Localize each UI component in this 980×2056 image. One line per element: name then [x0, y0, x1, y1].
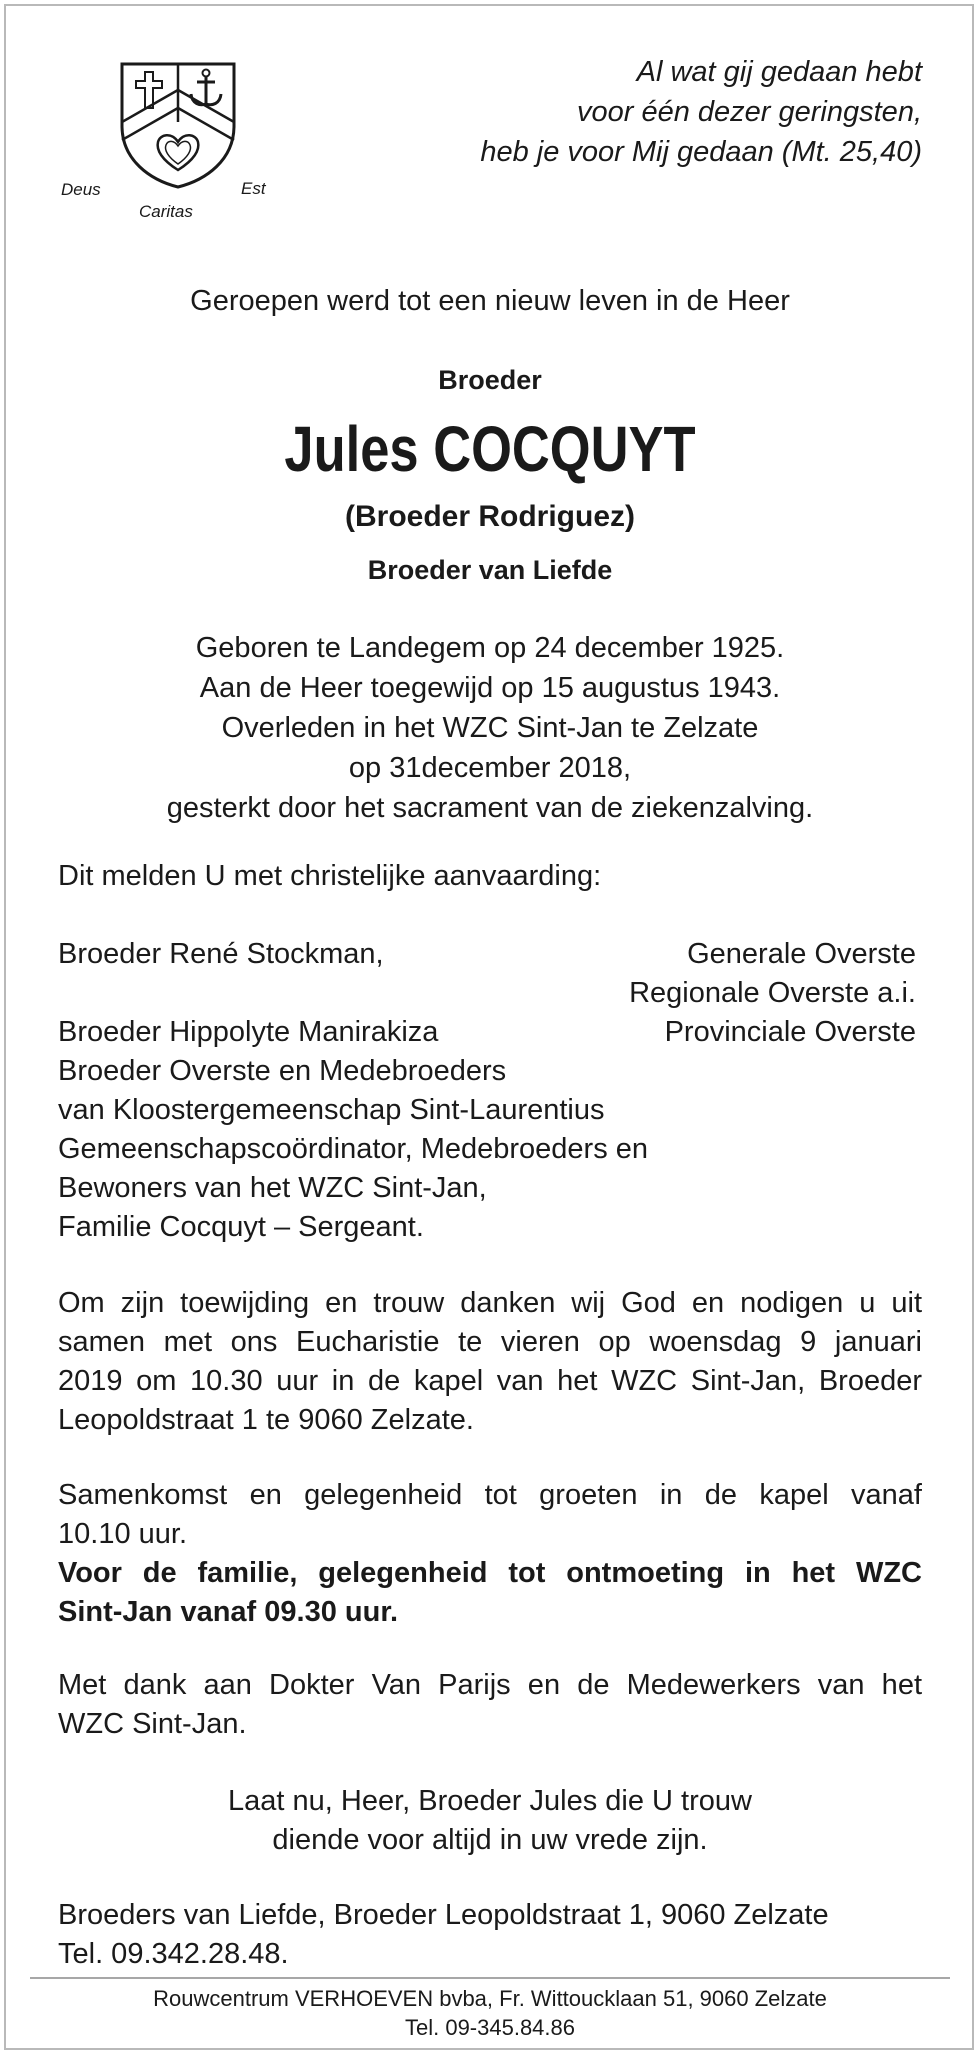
gathering-info	[58, 1476, 922, 1632]
quote-line: voor één dezer geringsten,	[577, 96, 922, 128]
gathering-line: Samenkomst en gelegenheid tot groeten in de kapel vanaf	[58, 1479, 922, 1511]
service-line: Leopoldstraat 1 te 9060 Zelzate.	[58, 1404, 474, 1436]
mourner-line: Gemeenschapscoördinator, Medebroeders en	[58, 1133, 649, 1165]
service-line: 2019 om 10.30 uur in de kapel van het WZC Sint-Jan, Broeder	[58, 1365, 922, 1397]
mourner-name: Broeder Hippolyte Manirakiza	[58, 1016, 439, 1048]
contact-address	[58, 1896, 922, 1974]
life-line: gesterkt door het sacrament van de ziekenzalving.	[166, 792, 814, 824]
closing-prayer	[0, 1782, 980, 1860]
address-line: Broeders van Liefde, Broeder Leopoldstraat 1, 9060 Zelzate	[58, 1899, 829, 1931]
gathering-line: 10.10 uur.	[58, 1518, 187, 1550]
quote-line: Al wat gij gedaan hebt	[636, 56, 922, 88]
title-prefix: Broeder	[438, 365, 542, 395]
quote-line: heb je voor Mij gedaan (Mt. 25,40)	[480, 136, 922, 168]
motto-left: Deus	[61, 180, 101, 199]
announcement: Geroepen werd tot een nieuw leven in de Heer	[190, 285, 790, 317]
prayer-line: Laat nu, Heer, Broeder Jules die U trouw	[228, 1785, 752, 1817]
mourner-line: Broeder Overste en Medebroeders	[58, 1055, 507, 1087]
family-line: Voor de familie, gelegenheid tot ontmoeting in het WZC	[58, 1557, 922, 1589]
thanks	[58, 1666, 922, 1744]
mourners	[58, 935, 922, 1247]
crest	[58, 55, 266, 230]
mourner-name: Broeder René Stockman,	[58, 938, 384, 970]
footer-line: Rouwcentrum VERHOEVEN bvba, Fr. Wittoucklaan 51, 9060 Zelzate	[153, 1986, 827, 2011]
motto-bottom: Caritas	[139, 202, 193, 221]
life-line: Overleden in het WZC Sint-Jan te Zelzate	[221, 712, 759, 744]
mourner-line: van Kloostergemeenschap Sint-Laurentius	[58, 1094, 605, 1126]
family-line: Sint-Jan vanaf 09.30 uur.	[58, 1596, 399, 1628]
life-line: Aan de Heer toegewijd op 15 augustus 1943.	[199, 672, 781, 704]
mourner-line: Bewoners van het WZC Sint-Jan,	[58, 1172, 487, 1204]
service-line: Om zijn toewijding en trouw danken wij God en nodigen u uit	[58, 1287, 922, 1319]
funeral-home-footer	[0, 1984, 980, 2042]
mourner-role: Regionale Overste a.i.	[629, 977, 916, 1009]
life-details	[0, 628, 980, 828]
service-line: samen met ons Eucharistie te vieren op woensdag 9 januari	[58, 1326, 922, 1358]
deceased-name: Jules COCQUYT	[284, 413, 696, 485]
coat-of-arms-icon	[118, 60, 238, 190]
congregation: Broeder van Liefde	[367, 555, 613, 585]
service-info	[58, 1284, 922, 1440]
mourner-role: Provinciale Overste	[664, 1016, 916, 1048]
mourner-role: Generale Overste	[687, 938, 916, 970]
prayer-line: diende voor altijd in uw vrede zijn.	[272, 1824, 708, 1856]
intro-line: Dit melden U met christelijke aanvaarding:	[58, 860, 602, 892]
footer-divider	[30, 1977, 950, 1979]
bible-quote	[480, 52, 922, 172]
religious-name: (Broeder Rodriguez)	[344, 500, 635, 533]
footer-line: Tel. 09-345.84.86	[404, 2015, 576, 2040]
life-line: Geboren te Landegem op 24 december 1925.	[195, 632, 785, 664]
thanks-line: WZC Sint-Jan.	[58, 1708, 247, 1740]
thanks-line: Met dank aan Dokter Van Parijs en de Medewerkers van het	[58, 1669, 922, 1701]
address-line: Tel. 09.342.28.48.	[58, 1938, 289, 1970]
life-line: op 31december 2018,	[348, 752, 632, 784]
motto-right: Est	[241, 179, 266, 198]
mourner-line: Familie Cocquyt – Sergeant.	[58, 1211, 424, 1243]
